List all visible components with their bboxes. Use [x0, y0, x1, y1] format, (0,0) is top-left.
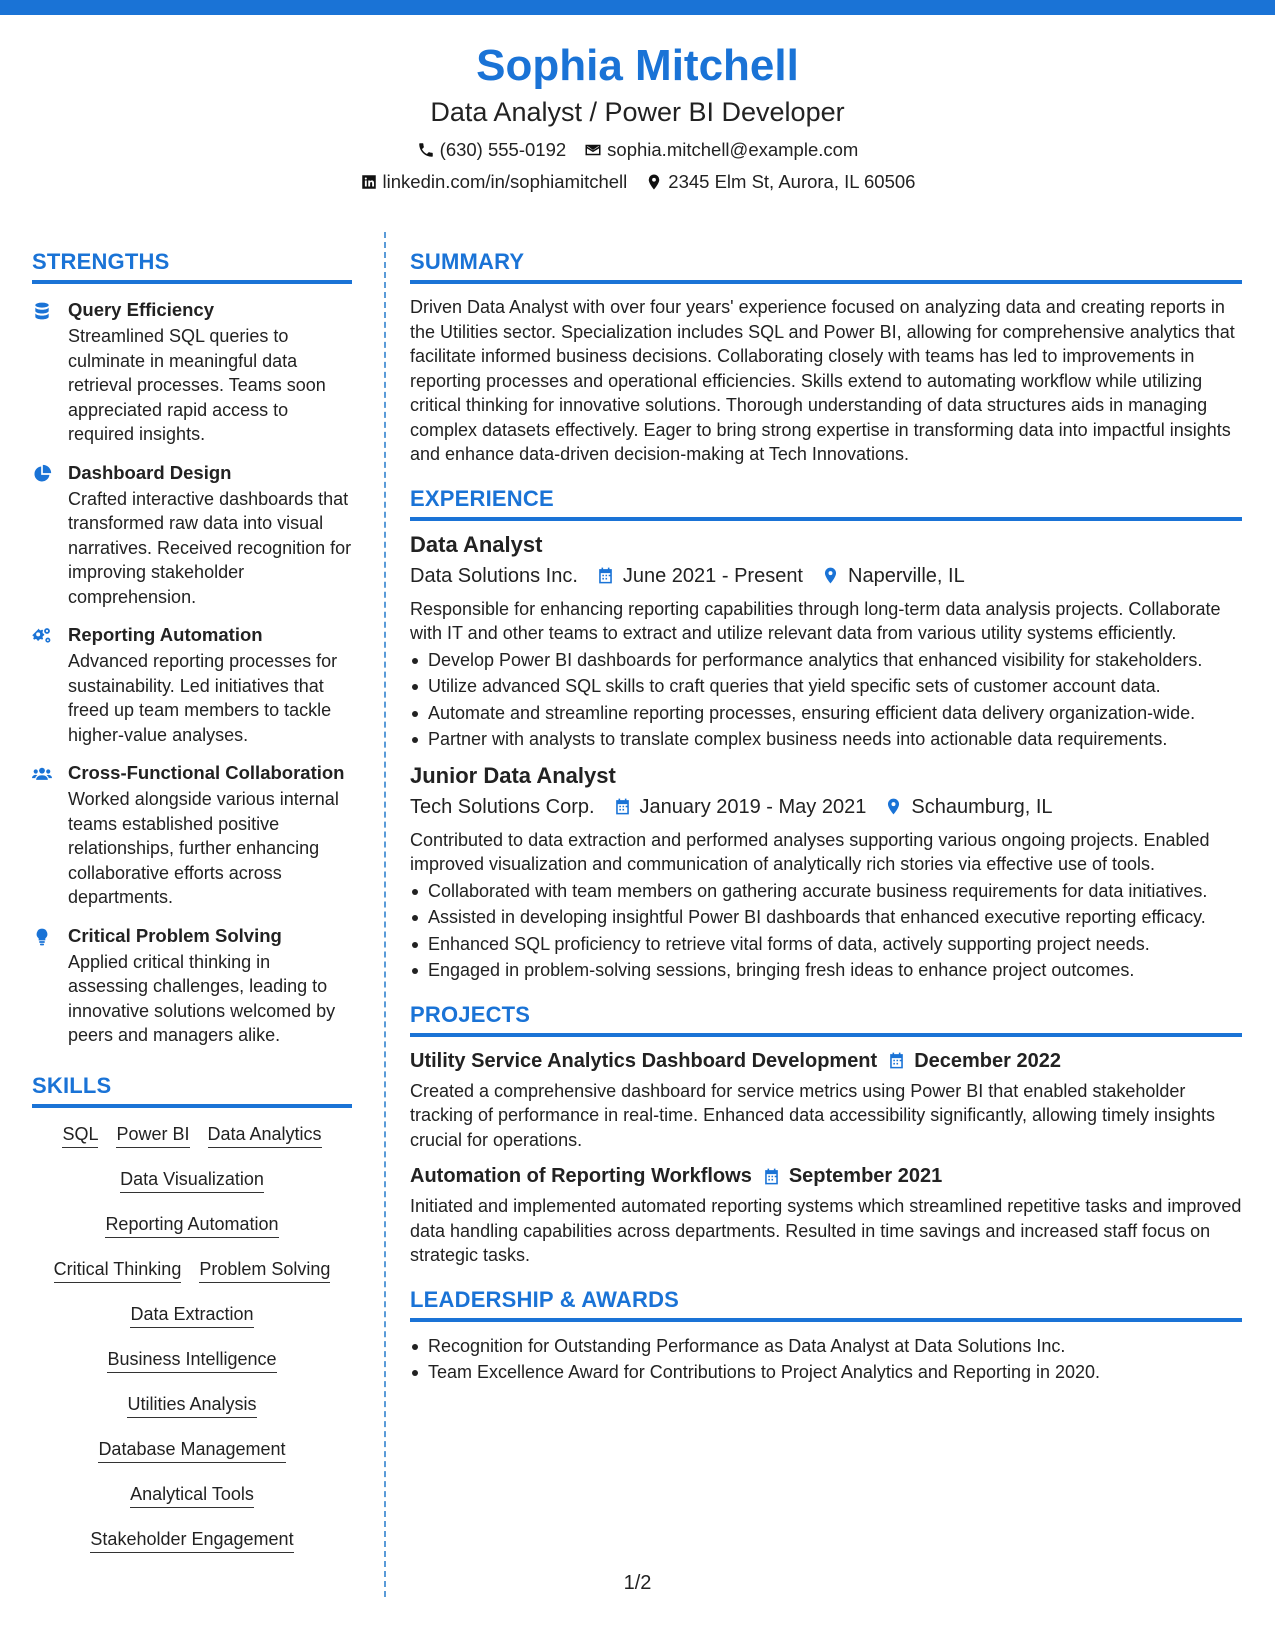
skills-list — [32, 1122, 352, 1553]
projects-section — [410, 1001, 1242, 1268]
skill-row — [32, 1167, 352, 1193]
list-item: Partner with analysts to translate complex business needs into actionable data requirements. — [410, 727, 1242, 752]
leadership-section — [410, 1286, 1242, 1385]
skill-row — [32, 1212, 352, 1238]
linkedin-contact[interactable] — [360, 170, 628, 194]
list-item: Utilize advanced SQL skills to craft queries that yield specific sets of customer account data. — [410, 674, 1242, 699]
contact-row-1 — [0, 138, 1275, 162]
linkedin-icon — [360, 173, 378, 191]
strength-item — [32, 924, 352, 1048]
skill-tag: Analytical Tools — [130, 1482, 254, 1508]
skill-row — [32, 1482, 352, 1508]
address-contact — [645, 170, 915, 194]
project-entry — [410, 1047, 1242, 1153]
left-column — [32, 248, 352, 1572]
strength-item — [32, 298, 352, 447]
experience-heading: EXPERIENCE — [410, 485, 1242, 521]
project-description: Initiated and implemented automated reporting systems which streamlined repetitive tasks and improved data handling capabilities across departments. Resulted in time savings and increased staff focus on strategic tasks. — [410, 1196, 1242, 1265]
top-accent-bar — [0, 0, 1275, 15]
column-divider — [384, 232, 386, 1597]
skill-tag: Stakeholder Engagement — [90, 1527, 293, 1553]
skill-tag: Business Intelligence — [107, 1347, 276, 1373]
users-icon — [32, 764, 52, 784]
calendar-icon — [887, 1051, 906, 1070]
job-location-wrap — [821, 562, 965, 590]
job-title: Junior Data Analyst — [410, 762, 616, 788]
page-number: 1/2 — [623, 1572, 652, 1594]
job-dates: June 2021 - Present — [622, 564, 803, 587]
skill-tag: Data Visualization — [120, 1167, 264, 1193]
list-item: Enhanced SQL proficiency to retrieve vital forms of data, actively supporting project needs. — [410, 932, 1242, 957]
skill-tag: Critical Thinking — [54, 1257, 182, 1283]
project-date-wrap — [887, 1047, 1061, 1075]
strength-title: Dashboard Design — [68, 461, 232, 483]
skill-row — [32, 1437, 352, 1463]
job-description: Responsible for enhancing reporting capabilities through long-term data analysis projects. Collaborate with IT and other teams to extract and utilize relevant data from various utility systems efficiently. — [410, 598, 1221, 643]
phone-text: (630) 555-0192 — [439, 139, 567, 160]
skill-row — [32, 1257, 352, 1283]
linkedin-text[interactable]: linkedin.com/in/sophiamitchell — [382, 171, 628, 192]
job-dates-wrap — [596, 562, 803, 590]
list-item: Automate and streamline reporting processes, ensuring efficient data delivery organization-wide. — [410, 701, 1242, 726]
pie-chart-icon — [32, 464, 52, 484]
map-pin-icon — [645, 173, 663, 191]
projects-heading: PROJECTS — [410, 1001, 1242, 1037]
email-text[interactable]: sophia.mitchell@example.com — [607, 139, 859, 160]
candidate-role: Data Analyst / Power BI Developer — [430, 97, 845, 127]
skill-tag: Utilities Analysis — [127, 1392, 256, 1418]
strengths-heading: STRENGTHS — [32, 248, 352, 284]
strength-title: Query Efficiency — [68, 299, 215, 320]
project-date-wrap — [762, 1162, 942, 1190]
list-item: Team Excellence Award for Contributions to Project Analytics and Reporting in 2020. — [410, 1360, 1242, 1385]
list-item: Assisted in developing insightful Power BI dashboards that enhanced executive reporting efficacy. — [410, 905, 1242, 930]
phone-icon — [417, 141, 435, 159]
awards-list — [410, 1334, 1242, 1385]
project-description: Created a comprehensive dashboard for service metrics using Power BI that enabled stakeholder tracking of performance in real-time. Enhanced data accessibility significantly, allowing timely insights crucial for operations. — [410, 1080, 1216, 1150]
strength-item — [32, 461, 352, 610]
skill-row — [32, 1302, 352, 1328]
project-date: September 2021 — [788, 1165, 943, 1187]
job-entry — [410, 531, 1242, 752]
project-entry — [410, 1162, 1242, 1268]
list-item: Collaborated with team members on gathering accurate business requirements for data initiatives. — [410, 879, 1242, 904]
project-header — [410, 1162, 1242, 1190]
job-location: Schaumburg, IL — [911, 795, 1053, 818]
job-company: Tech Solutions Corp. — [410, 795, 595, 818]
contact-row-2 — [0, 170, 1275, 194]
strength-title: Reporting Automation — [68, 624, 263, 645]
strength-desc: Advanced reporting processes for sustainability. Led initiatives that freed up team members to tackle higher-value analyses. — [68, 651, 338, 745]
strength-title: Critical Problem Solving — [68, 924, 282, 946]
job-bullets — [410, 648, 1242, 752]
job-description: Contributed to data extraction and performed analyses supporting various ongoing projects. Enabled improved visualization and communication of analytically rich stories via effective use of tools. — [410, 829, 1210, 874]
right-column — [410, 248, 1242, 1387]
map-pin-icon — [821, 566, 840, 585]
job-title: Data Analyst — [410, 531, 543, 557]
project-header — [410, 1047, 1242, 1075]
summary-heading: SUMMARY — [410, 248, 1242, 284]
skill-tag: Database Management — [98, 1437, 285, 1463]
envelope-icon — [584, 141, 602, 159]
list-item: Develop Power BI dashboards for performance analytics that enhanced visibility for stakeholders. — [410, 648, 1242, 673]
email-contact[interactable] — [584, 138, 858, 162]
skill-tag: Problem Solving — [199, 1257, 330, 1283]
strength-item — [32, 761, 352, 910]
database-icon — [32, 301, 52, 321]
strength-desc: Worked alongside various internal teams established positive relationships, further enhancing collaborative efforts across departments. — [68, 789, 339, 907]
project-name: Utility Service Analytics Dashboard Development — [410, 1049, 878, 1072]
candidate-name: Sophia Mitchell — [476, 41, 799, 90]
strength-desc: Crafted interactive dashboards that transformed raw data into visual narratives. Received recognition for improving stakeholder comprehension. — [68, 488, 352, 607]
list-item: Recognition for Outstanding Performance as Data Analyst at Data Solutions Inc. — [410, 1334, 1242, 1359]
summary-text: Driven Data Analyst with over four years' experience focused on analyzing data and creating reports in the Utilities sector. Specialization includes SQL and Power BI, allowing for comprehensive analytics that facilitate informed business decisions. Collaborating closely with teams has led to improvements in reporting processes and operational efficiencies. Skills extend to automating workflow while utilizing critical thinking for innovative solutions. Thorough understanding of data structures aids in managing complex datasets effectively. Eager to bring strong expertise in transforming data into impactful insights and enhance data-driven decision-making at Tech Innovations. — [410, 297, 1235, 464]
job-company: Data Solutions Inc. — [410, 564, 578, 587]
job-dates-wrap — [613, 793, 867, 821]
skills-heading: SKILLS — [32, 1072, 352, 1108]
gears-icon — [32, 626, 52, 646]
skill-row — [32, 1527, 352, 1553]
skill-tag: SQL — [62, 1122, 98, 1148]
skill-tag: Data Extraction — [130, 1302, 253, 1328]
lightbulb-icon — [32, 927, 52, 947]
job-bullets — [410, 879, 1242, 983]
skill-tag: Data Analytics — [208, 1122, 322, 1148]
job-meta — [410, 562, 1242, 590]
job-entry — [410, 762, 1242, 983]
job-location: Naperville, IL — [848, 564, 965, 587]
address-text: 2345 Elm St, Aurora, IL 60506 — [668, 171, 916, 192]
strength-desc: Streamlined SQL queries to culminate in meaningful data retrieval processes. Teams soon appreciated rapid access to required insights. — [68, 326, 326, 444]
calendar-icon — [613, 797, 632, 816]
skill-row — [32, 1392, 352, 1418]
strength-title: Cross-Functional Collaboration — [68, 762, 345, 783]
leadership-heading: LEADERSHIP & AWARDS — [410, 1286, 1242, 1322]
strength-item — [32, 623, 352, 747]
phone-contact — [417, 138, 567, 162]
skill-tag: Power BI — [116, 1122, 189, 1148]
skill-row — [32, 1122, 352, 1148]
list-item: Engaged in problem-solving sessions, bringing fresh ideas to enhance project outcomes. — [410, 958, 1242, 983]
map-pin-icon — [884, 797, 903, 816]
calendar-icon — [762, 1167, 781, 1186]
job-meta — [410, 793, 1242, 821]
experience-section — [410, 485, 1242, 983]
resume-header — [0, 40, 1275, 194]
job-location-wrap — [884, 793, 1052, 821]
skill-tag: Reporting Automation — [105, 1212, 278, 1238]
skill-row — [32, 1347, 352, 1373]
job-dates: January 2019 - May 2021 — [639, 795, 867, 818]
calendar-icon — [596, 566, 615, 585]
strength-desc: Applied critical thinking in assessing challenges, leading to innovative solutions welcomed by peers and managers alike. — [68, 951, 336, 1045]
project-name: Automation of Reporting Workflows — [410, 1165, 752, 1187]
project-date: December 2022 — [914, 1049, 1061, 1072]
